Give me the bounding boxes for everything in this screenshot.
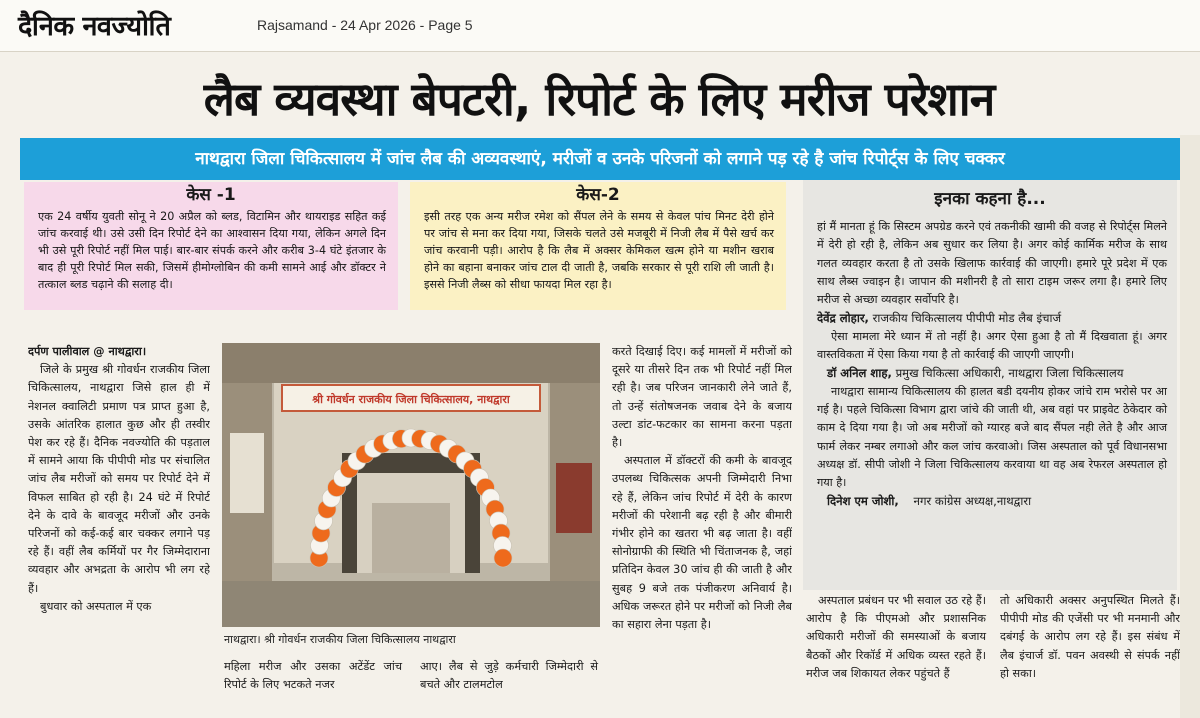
- article-paragraph: तो अधिकारी अक्सर अनुपस्थित मिलते हैं। पीपीपी मोड की एजेंसी पर भी मनमानी और दबंगई के आरोप लग रहे हैं। इस संबंध में लैब इंचार्ज डॉ. पवन अवस्थी से संपर्क नहीं हो सका।: [1000, 594, 1180, 680]
- case-1-text: एक 24 वर्षीय युवती सोनू ने 20 अप्रैल को ब्लड, विटामिन और थायराइड सहित कई जांच करवाई थी। उसे उसी दिन रिपोर्ट देने का आश्वासन दिया गया, लेकिन अगले दिन भी उसे पूरी रिपोर्ट नहीं मिल पाई। बार-बार संपर्क करने और करीब 3-4 घंटे इंतजार के बाद ही पूरी रिपोर्ट मिल सकी, जिसमें हीमोग्लोबिन की कमी सामने आई और डॉक्टर ने तत्काल ब्लड चढ़ाने की सलाह दी।: [38, 210, 386, 291]
- article-paragraph: अस्पताल में डॉक्टरों की कमी के बावजूद उपलब्ध चिकित्सक अपनी जिम्मेदारी निभा रहे हैं, लेकिन जांच रिपोर्ट में देरी के कारण मरीजों की परेशानी बढ़ रही है और बीमारी गंभीर होने का खतरा भी बढ़ जाता है। वहीं सोनोग्राफी की स्थिति भी चिंताजनक है, जहां प्रतिदिन केवल 30 जांच ही की जाती है और सुबह 9 बजे तक पंजीकरण अनिवार्य है। अधिक जरूरत होने पर मरीजों को निजी लैब का सहारा लेना पड़ता है।: [612, 454, 792, 632]
- subheadline-banner: नाथद्वारा जिला चिकित्सालय में जांच लैब की अव्यवस्थाएं, मरीजों व उनके परिजनों को लगाने पड़ रहे है जांच रिपोर्ट्स के लिए चक्कर: [20, 138, 1180, 180]
- next-page-edge: [1180, 135, 1200, 718]
- article-paragraph: करते दिखाई दिए। कई मामलों में मरीजों को दूसरे या तीसरे दिन तक भी रिपोर्ट नहीं मिल रही है। जब परिजन जानकारी लेने जाते हैं, तो उन्हें संतोषजनक जवाब देने के बजाय उल्टा डांट-फटकार का सामना करना पड़ता है।: [612, 345, 792, 450]
- signboard-text: श्री गोवर्धन राजकीय जिला चिकित्सालय, नाथद्वारा: [312, 393, 510, 406]
- article-column-right: [612, 343, 792, 718]
- case-1-title: केस -1: [186, 185, 236, 205]
- byline-1-role: राजकीय चिकित्सालय पीपीपी मोड लैब इंचार्ज: [868, 311, 1062, 326]
- article-paragraph: महिला मरीज और उसका अटेंडेंट जांच रिपोर्ट के लिए भटकते नजर: [224, 660, 402, 692]
- quote-3: नाथद्वारा सामान्य चिकित्सालय की हालत बडी दयनीय होकर जांचे राम भरोसे पर आ गई है। पहले चिकित्सा विभाग द्वारा जांचे की जाती थी, अब वहां पर प्राइवेट ठेकेदार को काम दे दिया गया है। जो अब मरीजों को ग्यारह बजे बाद सैंपल नही लेते है और आज फार्म लेकर नम्बर लगाओ और कल जांच करवाओ। जिस अस्पताल को पूर्व विधानसभा अध्यक्ष डॉ. सीपी जोशी ने जिला चिकित्सालय करवाया था वह अब रेफरल अस्पताल हो गया है।: [817, 384, 1167, 490]
- article-column-middle: [224, 658, 600, 718]
- quotes-panel-title: इनका कहना है...: [934, 189, 1046, 209]
- photo-illustration: [222, 343, 600, 627]
- right-cabinet: [556, 463, 592, 533]
- article-paragraph: आए। लैब से जुड़े कर्मचारी जिम्मेदारी से बचते और टालमटोल: [420, 660, 598, 692]
- balloon: [494, 549, 512, 567]
- quote-1: हां मैं मानता हूं कि सिस्टम अपग्रेड करने एवं तकनीकी खामी की वजह से रिपोर्ट्स मिलने में देरी हो रही है, लेकिन अब सुधार कर लिया है। अगर कोई कार्मिक मरीज के साथ गलत व्यवहार करता है तो उसके खिलाफ कार्रवाई की जाएगी। हमारे पूरे प्रदेश में एक साथ लैब्स ज्वाइन है। जापान की मशीनरी है तो सारा टाइम जरूर लगा है। हमारे लिए मरीज से अच्छा व्यवहार सर्वोपरि है।: [817, 220, 1167, 307]
- floor: [222, 581, 600, 627]
- byline-2-role: प्रमुख चिकित्सा अधिकारी, नाथद्वारा जिला चिकित्सालय: [891, 366, 1124, 381]
- quote-2: ऐसा मामला मेरे ध्यान में तो नहीं है। अगर ऐसा हुआ है तो मैं दिखवाता हूं। अगर वास्तविकता में ऐसा किया गया है तो कार्रवाई की जाएगी जाएगी।: [817, 329, 1167, 362]
- article-paragraph: बुधवार को अस्पताल में एक: [40, 599, 152, 613]
- photo-ceiling: [222, 343, 600, 383]
- byline-3-name: दिनेश एम जोशी,: [827, 494, 899, 509]
- article-paragraph: जिले के प्रमुख श्री गोवर्धन राजकीय जिला चिकित्सालय, नाथद्वारा जिसे हाल ही में नेशनल क्वालिटी प्रमाण पत्र प्राप्त हुआ है, उसके आंतरिक हालात कुछ और ही तस्वीर पेश कर रहे हैं। दैनिक नवज्योति की पड़ताल में सामने आया कि पीपीपी मोड पर संचालित जांच लैब मरीजों को समय पर रिपोर्ट देने में विफल साबित हो रही है। 24 घंटे में रिपोर्ट देने के दावे के बावजूद मरीजों और उनके परिजनों को कई-कई बार चक्कर लगाने पड़ रहे हैं। वहीं लैब कर्मियों पर गैर जिम्मेदाराना व्यवहार और अभद्रता के आरोप भी लग रहे हैं।: [28, 363, 210, 595]
- masthead: [0, 0, 1200, 52]
- newspaper-logo: दैनिक नवज्योति: [18, 11, 171, 42]
- article-paragraph: अस्पताल प्रबंधन पर भी सवाल उठ रहे हैं। आरोप है कि पीएमओ और प्रशासनिक अधिकारी मरीजों की समस्याओं के बजाय बैठकों और रिकॉर्ड में अधिक व्यस्त रहते हैं। मरीज जब शिकायत लेकर पहुंचते हैं: [806, 594, 986, 680]
- author-byline: दर्पण पालीवाल @ नाथद्वारा।: [28, 345, 147, 358]
- byline-3: [803, 492, 1177, 510]
- corridor-depth: [372, 503, 450, 573]
- case-2-text: इसी तरह एक अन्य मरीज रमेश को सैंपल लेने के समय से केवल पांच मिनट देरी होने पर जांच से मना कर दिया गया, जिसके चलते उसे मजबूरी में निजी लैब में पैसे खर्च कर जांच करवानी पड़ी। आरोप है कि लैब में अक्सर केमिकल खत्म होने या मशीन खराब होने का बहाना बनाकर जांच टाल दी जाती है, जबकि सरकार से पूरी राशि ली जाती है। इससे निजी लैब्स को सीधा फायदा मिल रहा है।: [424, 210, 774, 291]
- article-column-left: [28, 343, 210, 718]
- byline-1: [803, 309, 1177, 327]
- hospital-entrance-photo: [222, 343, 600, 627]
- byline-2-name: डॉ अनिल शाह,: [827, 366, 892, 381]
- case-1-box: [24, 182, 398, 310]
- byline-3-role: नगर कांग्रेस अध्यक्ष,नाथद्वारा: [898, 494, 1032, 509]
- left-notice-board: [230, 433, 264, 513]
- case-2-title: केस-2: [576, 185, 620, 205]
- quotes-panel: [803, 180, 1177, 590]
- article-column-panel-bottom: [806, 592, 1180, 718]
- case-2-box: [410, 182, 786, 310]
- byline-2: [803, 364, 1177, 382]
- byline-1-name: देवेंद्र लोहार,: [817, 311, 869, 326]
- edition-info: Rajsamand - 24 Apr 2026 - Page 5: [257, 17, 473, 33]
- photo-caption: नाथद्वारा। श्री गोवर्धन राजकीय जिला चिकित्सालय नाथद्वारा: [224, 633, 456, 646]
- headline: लैब व्यवस्था बेपटरी, रिपोर्ट के लिए मरीज परेशान: [203, 72, 995, 126]
